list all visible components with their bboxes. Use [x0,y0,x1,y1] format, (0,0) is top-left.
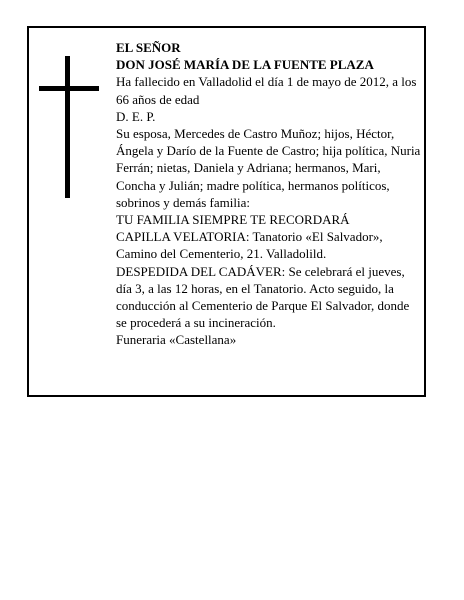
deceased-title: EL SEÑOR [116,40,181,55]
notice-text [116,39,421,349]
funeral-home: Funeraria «Castellana» [116,332,237,348]
cross-icon [39,56,99,198]
death-info: Ha fallecido en Valladolid el día 1 de mayo de 2012, a los 66 años de edad [116,74,417,107]
cross-vertical-bar [65,56,70,198]
obituary-notice [27,26,426,397]
dep-line: D. E. P. [116,108,156,124]
deceased-name: DON JOSÉ MARÍA DE LA FUENTE PLAZA [116,57,374,73]
cross-horizontal-bar [39,86,99,91]
chapel-info: CAPILLA VELATORIA: Tanatorio «El Salvador», Camino del Cementerio, 21. Valladolild. [116,229,383,262]
family-list: Su esposa, Mercedes de Castro Muñoz; hijos, Héctor, Ángela y Darío de la Fuente de Castro; hija política, Nuria Ferrán; nietas, Daniela y Adriana; hermanos, Mari, Concha y Julián; madre política, hermanos políticos, sobrinos y demás familia: [116,126,421,210]
remembrance-line: TU FAMILIA SIEMPRE TE RECORDARÁ [116,212,350,228]
farewell-info: DESPEDIDA DEL CADÁVER: Se celebrará el jueves, día 3, a las 12 horas, en el Tanatorio. Acto seguido, la conducción al Cementerio de Parque El Salvador, donde se procederá a su incineración. [116,263,410,331]
